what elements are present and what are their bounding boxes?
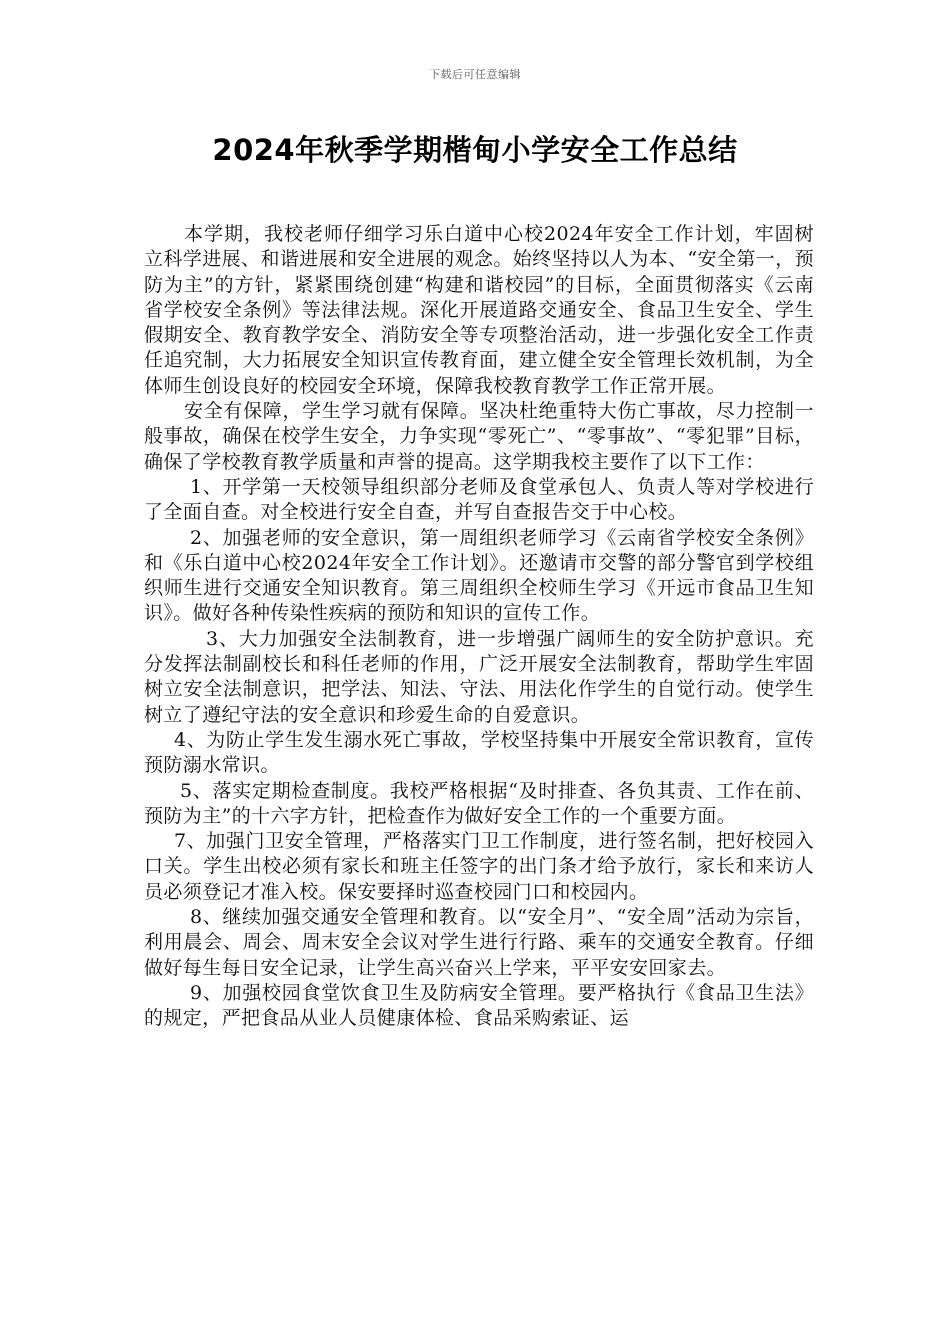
paragraph-item-1: 1、开学第一天校领导组织部分老师及食堂承包人、负责人等对学校进行了全面自查。对全校进行安全自查，并写自查报告交于中心校。 xyxy=(144,475,814,524)
paragraph-item-7: 7、加强门卫安全管理，严格落实门卫工作制度，进行签名制，把好校园入口关。学生出校必须有家长和班主任签字的出门条才给予放行，家长和来访人员必须登记才准入校。保安要择时巡查校园门口和校园内。 xyxy=(144,830,814,903)
paragraph-safety-goal: 安全有保障，学生学习就有保障。坚决杜绝重特大伤亡事故，尽力控制一般事故，确保在校学生安全，力争实现“零死亡”、“零事故”、“零犯罪”目标，确保了学校教育教学质量和声誉的提高。这学期我校主要作了以下工作： xyxy=(144,400,814,473)
header-note: 下载后可任意编辑 xyxy=(429,68,521,81)
paragraph-item-5: 5、落实定期检查制度。我校严格根据“及时排查、各负其责、工作在前、预防为主”的十六字方针，把检查作为做好安全工作的一个重要方面。 xyxy=(144,779,814,827)
document-body xyxy=(144,222,814,1032)
paragraph-intro: 本学期，我校老师仔细学习乐白道中心校2024年安全工作计划，牢固树立科学进展、和谐进展和安全进展的观念。始终坚持以人为本、“安全第一，预防为主”的方针，紧紧围绕创建“构建和谐校园”的目标，全面贯彻落实《云南省学校安全条例》等法律法规。深化开展道路交通安全、食品卫生安全、学生假期安全、教育教学安全、消防安全等专项整治活动，进一步强化安全工作责任追究制，大力拓展安全知识宣传教育面，建立健全安全管理长效机制，为全体师生创设良好的校园安全环境，保障我校教育教学工作正常开展。 xyxy=(144,223,814,397)
paragraph-item-3: 3、大力加强安全法制教育，进一步增强广阔师生的安全防护意识。充分发挥法制副校长和科任老师的作用，广泛开展安全法制教育，帮助学生牢固树立安全法制意识，把学法、知法、守法、用法化作学生的自觉行动。使学生树立了遵纪守法的安全意识和珍爱生命的自爱意识。 xyxy=(144,627,814,726)
paragraph-item-8: 8、继续加强交通安全管理和教育。以“安全月”、“安全周”活动为宗旨，利用晨会、周会、周末安全会议对学生进行行路、乘车的交通安全教育。仔细做好每生每日安全记录，让学生高兴奋兴上学来，平平安安回家去。 xyxy=(144,906,814,979)
paragraph-item-4: 4、为防止学生发生溺水死亡事故，学校坚持集中开展安全常识教育，宣传预防溺水常识。 xyxy=(144,728,814,777)
document-title: 2024年秋季学期楷甸小学安全工作总结 xyxy=(212,133,738,167)
paragraph-item-2: 2、加强老师的安全意识，第一周组织老师学习《云南省学校安全条例》和《乐白道中心校2024年安全工作计划》。还邀请市交警的部分警官到学校组织师生进行交通安全知识教育。第三周组织全校师生学习《开远市食品卫生知识》。做好各种传染性疾病的预防和知识的宣传工作。 xyxy=(144,526,814,625)
paragraph-item-9: 9、加强校园食堂饮食卫生及防病安全管理。要严格执行《食品卫生法》的规定，严把食品从业人员健康体检、食品采购索证、运 xyxy=(144,981,814,1030)
